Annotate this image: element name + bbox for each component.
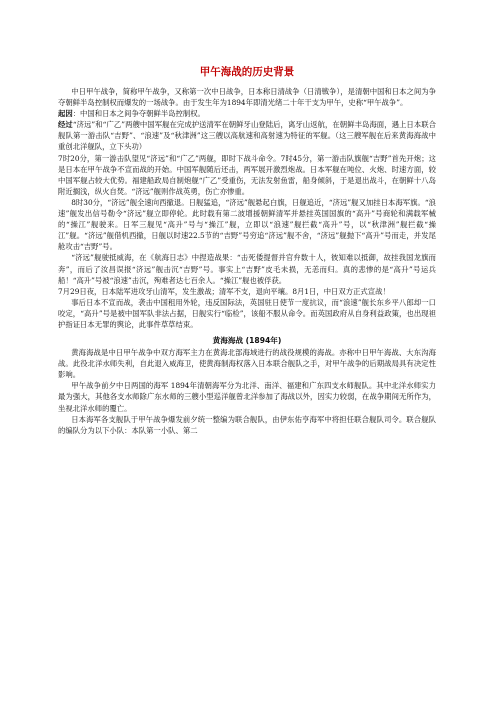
paragraph-yellow-sea-3 [58,414,436,436]
paragraph-lead: 经过 [58,120,73,130]
paragraph-text: 黄海海战是中日甲午战争中双方海军主力在黄海北部海域进行的战役规模的海战。亦称中日甲午海战、大东沟海战。此役北洋水师失利，自此退入威海卫，使黄海制海权落入日本联合舰队之手，对甲午战争的后期战局具有决定性影响。 [58,348,436,380]
paragraph-text: 甲午战争前夕中日两国的海军 1894年清朝海军分为北洋、南洋、福建和广东四支水师舰队。其中北洋水师实力最为强大，其他各支水师除广东水师的三艘小型巡洋舰曾北洋参加了海战以外，因实力较弱，在战争期间无所作为，坐视北洋水师的覆亡。 [58,381,436,413]
paragraph-text: 日本海军各支舰队于甲午战争爆发前夕统一整编为联合舰队，由伊东佑亨海军中将担任联合舰队司令。联合舰队的编队分为以下小队：本队第一小队、第二 [58,414,436,435]
paragraph-intro [58,86,436,108]
paragraph-yellow-sea-2 [58,380,436,413]
paragraph-text: 事后日本不宣而战，袭击中国租用外轮，违反国际法，英国驻日使节一度抗议，而“浪速”舰长东乡平八郎却一口咬定，“高升”号是被中国军队非法占据，日舰实行“临检”，该船不服从命令。而英国政府从自身利益政策，也出现袒护指证日本无罪的舆论，此事件草草结束。 [58,297,436,329]
paragraph-yellow-sea-1 [58,347,436,380]
paragraph-course [58,119,436,152]
paragraph-text: “济远”和“广乙”两艘中国军舰在完成护送清军在朝鲜牙山登陆后，离牙山返航，在朝鲜丰岛海面，遇上日本联合舰队第一游击队“吉野”、“浪速”及“秋津洲”这三艘以高航速和高射速为特征的军舰。（这三艘军舰在后来黄海海战中重创北洋舰队，立下头功） [58,120,436,152]
paragraph-lead: 起因 [58,109,73,119]
paragraph-text: “济远”舰驶抵威海，在《航海日志》中捏造战果：“击死倭提督并官弁数十人，彼知难以抵御，故挂我国龙旗而奔”，而后了汝昌误报“济远”舰击沉“吉野”号。事实上“吉野”皮毛未损，无恙而归。真的悲惨的是“高升”号运兵船！“高升”号被“浪速”击沉，殉难者达七百余人。“操江”舰也被俘获。 [58,253,436,285]
paragraph-text: 中日甲午战争，简称甲午战争，又称第一次中日战争，日本称日清战争（日清戦争），是清朝中国和日本之间为争夺朝鲜半岛控制权而爆发的一场战争。由于发生年为1894年即清光绪二十年干支为甲午，史称“甲午战争”。 [58,87,436,108]
paragraph-battle-start [58,153,436,197]
paragraph-declaration [58,286,436,297]
section-title-yellow-sea: 黄海海战 (1894年) [212,336,282,346]
paragraph-aftermath [58,297,436,330]
document-page [58,66,436,436]
paragraph-text: ：中国和日本之间争夺朝鲜半岛控制权。 [72,109,205,119]
paragraph-text: 7时20分，第一游击队望见“济远”和“广乙”两舰，即时下战斗命令。7时45分，第一游击队旗舰“吉野”首先开炮；这是日本在甲午战争不宣而战的开始。中国军舰随后还击，两军展开激烈炮战。日本军舰在吨位、火炮、时速方面，较中国军舰占较大优势。福建船政局自制炮舰“广乙”受重伤，无法发射鱼雷，船身倾斜，于是退出战斗，在朝鲜十八岛附近搁浅，纵火自焚。“济远”舰则作战英勇，伤亡亦惨重。 [58,153,436,196]
paragraph-weihai [58,252,436,285]
paragraph-text: 7月29日夜，日本陆军进攻牙山清军，发生激战；清军不支，退向平壤。8月1日，中日双方正式宣战！ [58,286,390,296]
document-title: 甲午海战的历史背景 [199,66,295,78]
paragraph-retreat [58,197,436,252]
paragraph-text: 8时30分，“济远”舰全速向西撤退。日舰猛追，“济远”舰悬起白旗，日舰追近，“济远”舰又加挂日本海军旗。“浪速”舰发出信号勒令“济远”舰立即停轮。此时载有第二波增援朝鲜清军并悬挂英国国旗的“高升”号商轮和满载军械的“操江”舰驶来。日军三舰见“高升”号与“操江”舰，立即以“浪速”舰拦截“高升”号，以“秋津洲”舰拦截“操江”舰。“济远”舰借机西撤，日舰以时速22.5节的“吉野”号穷追“济远”舰不舍，“济远”舰抛下“高升”号而走，并发尾舱攻击“吉野”号。 [58,197,436,252]
paragraph-cause [58,108,436,119]
